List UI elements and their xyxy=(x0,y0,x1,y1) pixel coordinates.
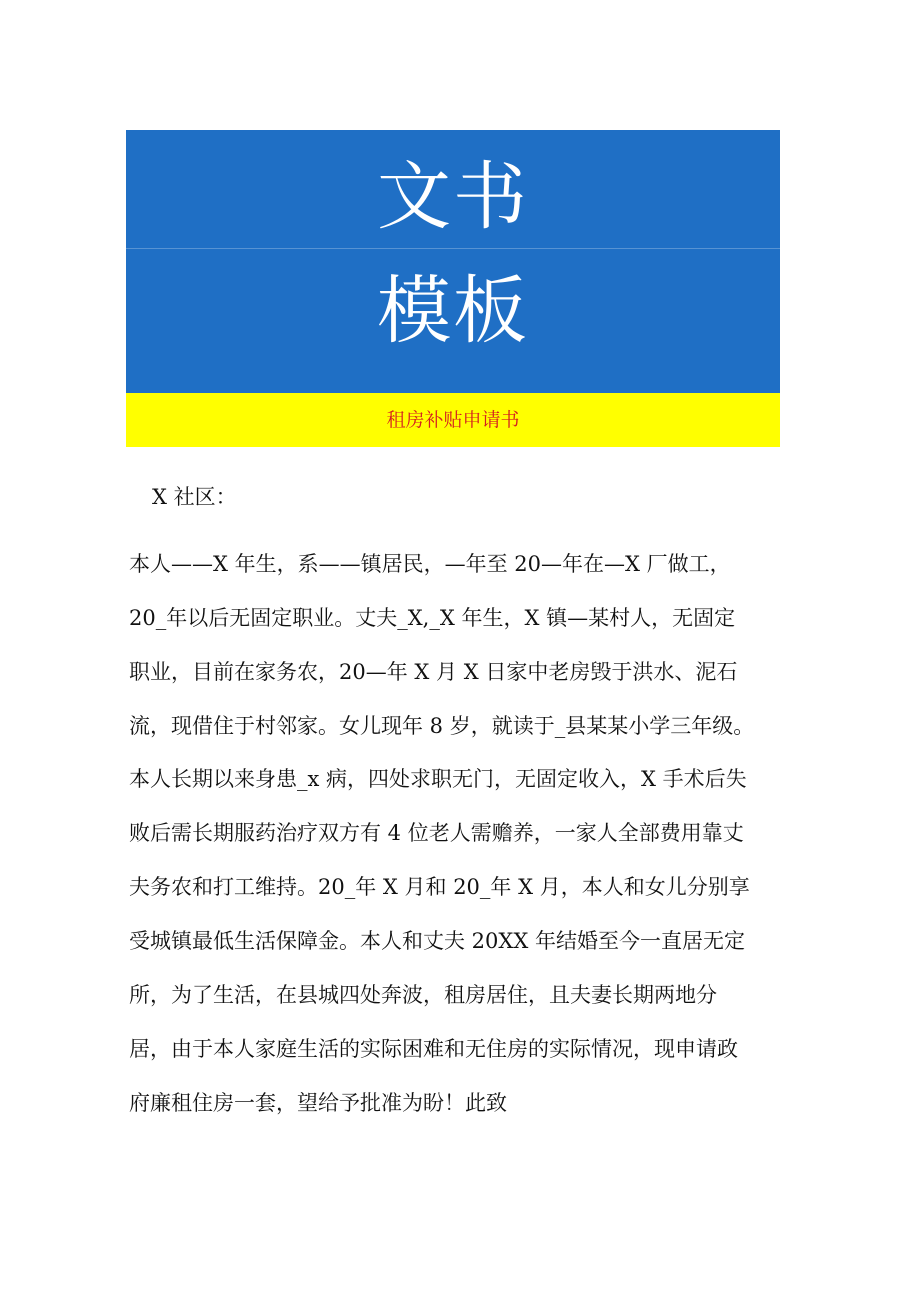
paragraph-line: 府廉租住房一套，望给予批准为盼！此致 xyxy=(129,1091,507,1115)
paragraph-line: 本人长期以来身患_x 病，四处求职无门，无固定收入，X 手术后失 xyxy=(129,767,747,791)
paragraph-line: 流，现借住于村邻家。女儿现年 8 岁，就读于_县某某小学三年级。 xyxy=(129,714,755,738)
paragraph-line: 受城镇最低生活保障金。本人和丈夫 20XX 年结婚至今一直居无定 xyxy=(129,929,745,953)
paragraph-line: 居，由于本人家庭生活的实际困难和无住房的实际情况，现申请政 xyxy=(129,1037,738,1061)
paragraph-line: 职业，目前在家务农，20—年 X 月 X 日家中老房毁于洪水、泥石 xyxy=(129,660,738,684)
paragraph-line: 本人——X 年生，系——镇居民，—年至 20—年在—X 厂做工， xyxy=(129,552,731,576)
title-banner xyxy=(126,130,780,393)
paragraph-line: 20_年以后无固定职业。丈夫_X,_X 年生，X 镇—某村人，无固定 xyxy=(129,606,736,630)
letter-paragraph-2 xyxy=(129,752,789,1130)
document-subtitle: 租房补贴申请书 xyxy=(126,393,780,447)
letter-salutation: X 社区： xyxy=(152,485,237,509)
banner-divider xyxy=(126,248,780,249)
paragraph-line: 所，为了生活，在县城四处奔波，租房居住，且夫妻长期两地分 xyxy=(129,983,717,1007)
letter-paragraph-1 xyxy=(129,537,789,753)
banner-title-line1: 文书 xyxy=(377,154,529,240)
banner-title-line2: 模板 xyxy=(377,268,529,354)
paragraph-line: 夫务农和打工维持。20_年 X 月和 20_年 X 月，本人和女儿分别享 xyxy=(129,875,750,899)
paragraph-line: 败后需长期服药治疗双方有 4 位老人需赡养，一家人全部费用靠丈 xyxy=(129,821,744,845)
